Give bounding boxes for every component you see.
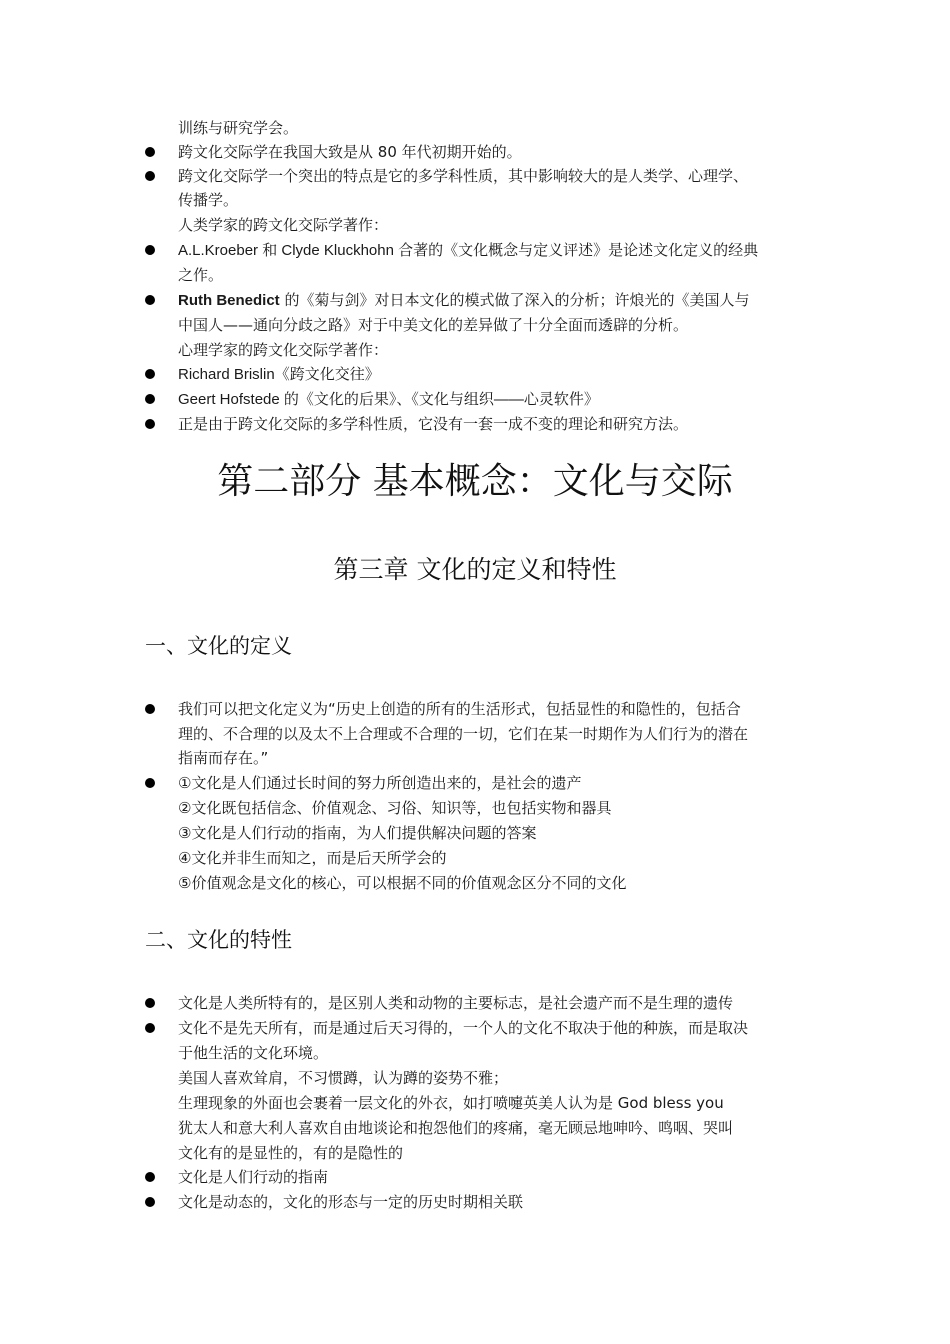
list-item-continuation: 理的、不合理的以及太不上合理或不合理的一切，它们在某一时期作为人们行为的潜在 (178, 725, 749, 743)
text-line: 训练与研究学会。 (178, 119, 299, 137)
list-item-continuation: ②文化既包括信念、价值观念、习俗、知识等，也包括实物和器具 (178, 799, 612, 817)
list-item-text: 的《菊与剑》对日本文化的模式做了深入的分析；许烺光的《美国人与 (279, 291, 750, 309)
list-item: 文化不是先天所有，而是通过后天习得的，一个人的文化不取决于他的种族，而是取决 (178, 1019, 749, 1037)
bullet-icon (145, 1023, 155, 1033)
subheading-text: 心理学家的跨文化交际学著作： (178, 341, 389, 359)
bullet-icon (145, 369, 155, 379)
list-item-continuation: 文化有的是显性的，有的是隐性的 (178, 1144, 404, 1162)
list-item (178, 288, 818, 313)
list-item-continuation: 生理现象的外面也会裹着一层文化的外衣，如打喷嚏英美人认为是 God bless you (178, 1094, 724, 1112)
bullet-icon (145, 998, 155, 1008)
section-title-characteristics: 二、文化的特性 (145, 928, 292, 952)
list-item-continuation: 指南而存在。” (178, 749, 269, 767)
bullet-icon (145, 704, 155, 714)
bullet-icon (145, 778, 155, 788)
list-item-continuation: ③文化是人们行动的指南，为人们提供解决问题的答案 (178, 824, 537, 842)
list-item: 跨文化交际学一个突出的特点是它的多学科性质，其中影响较大的是人类学、心理学、 (178, 167, 749, 185)
chapter-title: 第三章 文化的定义和特性 (333, 555, 617, 584)
list-item: 文化是人们行动的指南 (178, 1168, 329, 1186)
bullet-icon (145, 245, 155, 255)
bullet-icon (145, 419, 155, 429)
list-item: 正是由于跨文化交际的多学科性质，它没有一套一成不变的理论和研究方法。 (178, 415, 689, 433)
list-item-continuation: 于他生活的文化环境。 (178, 1044, 329, 1062)
author-name: Ruth Benedict (178, 292, 280, 309)
list-item-continuation: ⑤价值观念是文化的核心，可以根据不同的价值观念区分不同的文化 (178, 874, 627, 892)
list-item-continuation: 美国人喜欢耸肩，不习惯蹲，认为蹲的姿势不雅； (178, 1069, 509, 1087)
bullet-icon (145, 147, 155, 157)
list-item: ①文化是人们通过长时间的努力所创造出来的，是社会的遗产 (178, 774, 582, 792)
bullet-icon (145, 1197, 155, 1207)
list-item: A.L.Kroeber 和 Clyde Kluckhohn 合著的《文化概念与定义评述》是论述文化定义的经典 (178, 242, 759, 259)
list-item: Geert Hofstede 的《文化的后果》、《文化与组织——心灵软件》 (178, 391, 599, 408)
subheading-text: 人类学家的跨文化交际学著作： (178, 216, 389, 234)
list-item-continuation: 中国人——通向分歧之路》对于中美文化的差异做了十分全面而透辟的分析。 (178, 316, 689, 334)
list-item: Richard Brislin《跨文化交往》 (178, 366, 380, 383)
bullet-icon (145, 1172, 155, 1182)
bullet-icon (145, 394, 155, 404)
part-title: 第二部分 基本概念：文化与交际 (217, 461, 733, 502)
list-item-continuation: 传播学。 (178, 191, 239, 209)
list-item: 文化是动态的，文化的形态与一定的历史时期相关联 (178, 1193, 524, 1211)
list-item-continuation: 之作。 (178, 266, 224, 284)
list-item: 我们可以把文化定义为“历史上创造的所有的生活形式，包括显性的和隐性的，包括合 (178, 700, 741, 718)
bullet-icon (145, 171, 155, 181)
list-item: 跨文化交际学在我国大致是从 80 年代初期开始的。 (178, 143, 522, 161)
section-title-definition: 一、文化的定义 (145, 634, 292, 658)
bullet-icon (145, 295, 155, 305)
list-item: 文化是人类所特有的，是区别人类和动物的主要标志，是社会遗产而不是生理的遗传 (178, 994, 734, 1012)
list-item-continuation: ④文化并非生而知之，而是后天所学会的 (178, 849, 447, 867)
list-item-continuation: 犹太人和意大利人喜欢自由地谈论和抱怨他们的疼痛，毫无顾忌地呻吟、鸣咽、哭叫 (178, 1119, 734, 1137)
